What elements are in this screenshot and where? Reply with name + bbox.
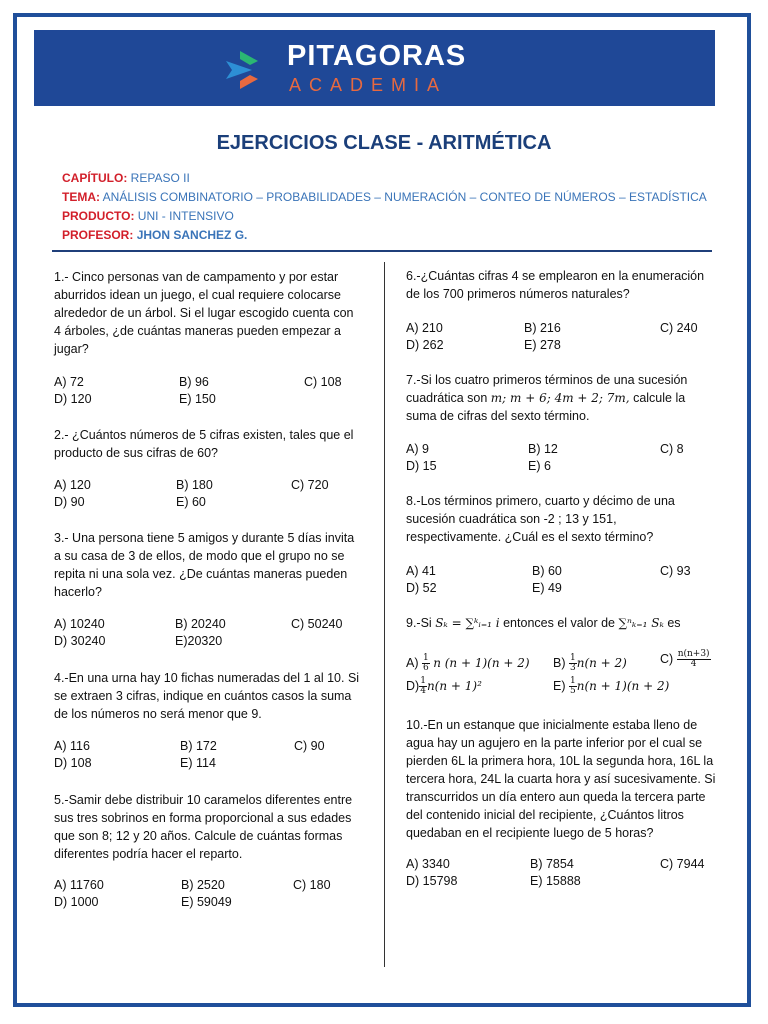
meta-value: ANÁLISIS COMBINATORIO – PROBABILIDADES – NUMERACIÓN – CONTEO DE NÚMEROS – ESTADÍSTICA: [102, 190, 707, 204]
q8-option-e: E) 49: [532, 581, 562, 595]
q9-option-c: [660, 650, 711, 669]
q8-option-d: D) 52: [406, 581, 437, 595]
meta-teacher: [62, 228, 247, 242]
option-label: E): [553, 678, 566, 693]
q10-option-b: B) 7854: [530, 857, 574, 871]
fraction-den: 6: [422, 663, 429, 673]
q5-option-c: C) 180: [293, 878, 331, 892]
question-8: 8.-Los términos primero, cuarto y décimo de una sucesión cuadrática son -2 ; 13 y 151, respectivamente. ¿Cuál es el sexto término?: [406, 494, 675, 544]
q8-option-c: C) 93: [660, 564, 691, 578]
meta-product: [62, 209, 234, 223]
fraction: [677, 650, 711, 669]
q3-option-e: E)20320: [175, 634, 223, 648]
question-6: 6.-¿Cuántas cifras 4 se emplearon en la enumeración de los 700 primeros números naturales?: [406, 269, 705, 301]
q10-option-a: A) 3340: [406, 857, 450, 871]
q3-option-b: B) 20240: [175, 617, 226, 631]
fraction-num: 1: [420, 676, 426, 686]
meta-value: REPASO II: [130, 171, 190, 185]
question-2: 2.- ¿Cuántos números de 5 cifras existen, tales que el producto de sus cifras de 60?: [54, 428, 354, 460]
q1-option-c: C) 108: [304, 375, 342, 389]
brand-title: PITAGORAS: [287, 40, 467, 72]
q4-option-e: E) 114: [180, 756, 216, 770]
question-7: [406, 371, 718, 425]
q9-option-e: [553, 677, 669, 696]
meta-key: CAPÍTULO:: [62, 171, 128, 185]
option-expr: n(n + 2): [576, 655, 627, 670]
q1-option-b: B) 96: [179, 375, 209, 389]
fraction: [569, 654, 577, 673]
q7-lead: 7.-Si los cuatro primeros términos de una sucesión cuadrática son: [406, 373, 688, 405]
q5-option-e: E) 59049: [181, 895, 232, 909]
q1-option-a: A) 72: [54, 375, 84, 389]
q5-option-a: A) 11760: [54, 878, 104, 892]
q7-option-a: A) 9: [406, 442, 429, 456]
q2-option-a: A) 120: [54, 478, 91, 492]
question-3: 3.- Una persona tiene 5 amigos y durante 5 días invita a su casa de 3 de ellos, de modo que el grupo no se repita ni una sola vez. ¿De cuántas maneras pueden hacerlo?: [54, 531, 355, 599]
q10-option-c: C) 7944: [660, 857, 705, 871]
q2-option-b: B) 180: [176, 478, 213, 492]
header-divider: [52, 250, 712, 252]
fraction-num: n(n+3): [677, 649, 710, 659]
q9-definition: Sₖ = ∑ᵏᵢ₌₁ i: [435, 616, 500, 630]
q3-option-a: A) 10240: [54, 617, 105, 631]
page-title: EJERCICIOS CLASE - ARITMÉTICA: [216, 132, 552, 154]
q8-option-b: B) 60: [532, 564, 562, 578]
q9-option-d: [406, 677, 482, 696]
question-10: 10.-En un estanque que inicialmente estaba lleno de agua hay un agujero en la parte inferior por el cual se pierden 6L la primera hora, 10L la segunda hora, 16L la tercera hora, 24L la cuarta hora y así sucesivamente. Si transcurridos un día entero aun queda la tercera parte del contenido inicial del recipiente, ¿Cuántos litros quedaban en el recipiente luego de 5 horas?: [406, 718, 716, 840]
q10-option-d: D) 15798: [406, 874, 458, 888]
column-divider: [384, 262, 385, 967]
option-label: B): [553, 655, 566, 670]
option-label: D): [406, 678, 420, 693]
meta-value: JHON SANCHEZ G.: [136, 228, 248, 242]
fraction: [569, 677, 577, 696]
q5-option-d: D) 1000: [54, 895, 99, 909]
fraction-num: 1: [422, 653, 429, 663]
q4-option-c: C) 90: [294, 739, 325, 753]
fraction-den: 3: [569, 663, 576, 673]
q7-option-e: E) 6: [528, 459, 551, 473]
option-label: A): [406, 655, 419, 670]
meta-key: TEMA:: [62, 190, 100, 204]
question-9: [406, 614, 716, 632]
q9-option-b: [553, 654, 627, 673]
q7-tail: calcule la suma de cifras del sexto término.: [406, 391, 686, 423]
q4-option-a: A) 116: [54, 739, 90, 753]
option-expr: n(n + 1)(n + 2): [576, 678, 670, 693]
q1-option-d: D) 120: [54, 392, 92, 406]
q7-option-d: D) 15: [406, 459, 437, 473]
q3-option-d: D) 30240: [54, 634, 106, 648]
q2-option-c: C) 720: [291, 478, 329, 492]
option-expr: n (n + 1)(n + 2): [433, 655, 530, 670]
q2-option-e: E) 60: [176, 495, 206, 509]
meta-value: UNI - INTENSIVO: [137, 209, 234, 223]
q9-lead: 9.-Si: [406, 616, 432, 630]
meta-key: PROFESOR:: [62, 228, 134, 242]
fraction-num: 1: [569, 676, 576, 686]
q7-option-b: B) 12: [528, 442, 558, 456]
meta-key: PRODUCTO:: [62, 209, 135, 223]
q9-sum: ∑ⁿₖ₌₁ Sₖ: [618, 616, 664, 630]
option-expr: n(n + 1)²: [426, 678, 482, 693]
option-label: C): [660, 651, 674, 666]
q4-option-d: D) 108: [54, 756, 92, 770]
question-1: 1.- Cinco personas van de campamento y por estar aburridos idean un juego, el cual requiere colocarse alrededor de un árbol. Si el lugar escogido cuenta con 4 árboles, ¿de cuántas maneras pueden empezar a jugar?: [54, 270, 354, 356]
q1-option-e: E) 150: [179, 392, 216, 406]
q3-option-c: C) 50240: [291, 617, 343, 631]
fraction-den: 4: [690, 659, 697, 669]
q8-option-a: A) 41: [406, 564, 436, 578]
q9-option-a: [406, 654, 530, 673]
pitagoras-logo-icon: [222, 45, 272, 95]
brand-subtitle: ACADEMIA: [289, 75, 448, 95]
q6-option-c: C) 240: [660, 321, 698, 335]
q6-option-d: D) 262: [406, 338, 444, 352]
fraction-num: 1: [569, 653, 576, 663]
q4-option-b: B) 172: [180, 739, 217, 753]
fraction-den: 4: [420, 686, 426, 696]
q10-option-e: E) 15888: [530, 874, 581, 888]
q6-option-e: E) 278: [524, 338, 561, 352]
fraction-den: 5: [569, 686, 576, 696]
meta-topic: [62, 190, 707, 204]
q2-option-d: D) 90: [54, 495, 85, 509]
meta-chapter: [62, 171, 190, 185]
fraction: [419, 677, 427, 696]
q9-end: es: [667, 616, 681, 630]
fraction: [422, 654, 430, 673]
q9-mid: entonces el valor de: [503, 616, 615, 630]
question-4: 4.-En una urna hay 10 fichas numeradas del 1 al 10. Si se extraen 3 cifras, indique en cuántos casos la suma de los números no será menor que 9.: [54, 671, 360, 721]
q6-option-b: B) 216: [524, 321, 561, 335]
q7-terms: m; m + 6; 4m + 2; 7m,: [490, 391, 630, 405]
q5-option-b: B) 2520: [181, 878, 225, 892]
q7-option-c: C) 8: [660, 442, 684, 456]
question-5: 5.-Samir debe distribuir 10 caramelos diferentes entre sus tres sobrinos en forma proporcional a sus edades que son 8; 12 y 20 años. Calcule de cuántas formas diferentes podría hacer el reparto.: [54, 793, 353, 861]
q6-option-a: A) 210: [406, 321, 443, 335]
